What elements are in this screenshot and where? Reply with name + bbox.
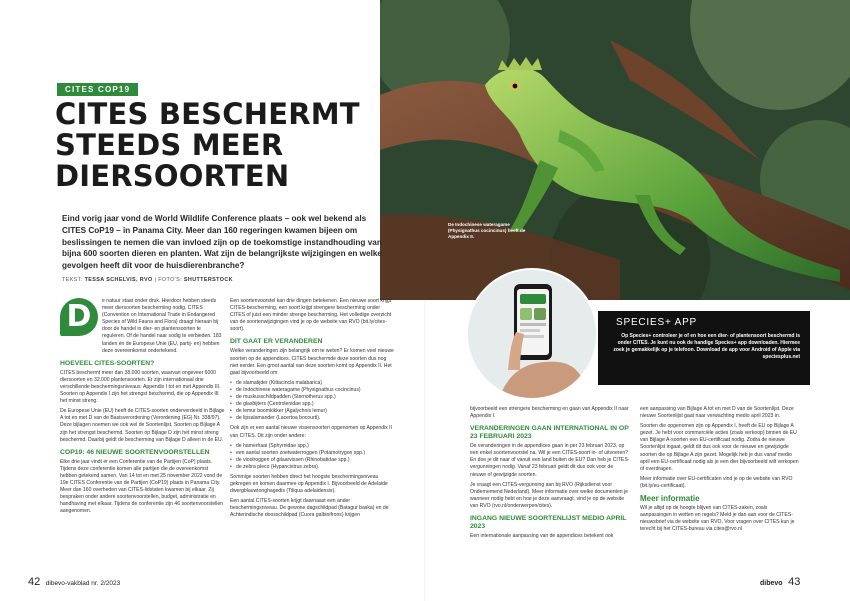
magazine-issue: dibevo-vakblad nr. 2/2023 <box>45 580 121 587</box>
paragraph: Soorten die opgenomen zijn op Appendix I, heeft de EU op Bijlage A gezet. Je hebt voor commerciële acties (zoals verkoop) binnen de EU van Bijlage A-soorten een EU-certificaat nodig. Zodra de nieuwe Soortenlijst ingaat, geldt dit dus ook voor de nieuwe en gewijzigde soorten die op Bijlage A zijn gezet. Mogelijk heb je dus vanaf medio april een EU-certificaat nodig als je een dier bijvoorbeeld wilt verkopen of overdragen. <box>640 423 799 472</box>
article-intro: Eind vorig jaar vond de World Wildlife Conference plaats – ook wel bekend als CITES CoP19 – in Panama City. Meer dan 160 regeringen kwamen bijeen om beslissingen te nemen die van invloed zijn op de toekomstige instandhouding van bijna 600 soorten dieren en planten. Wat zijn de belangrijkste wijzigingen en welke gevolgen heeft dit voor de huisdierenbranche? <box>62 214 382 271</box>
species-list-2 <box>230 443 395 471</box>
list-item: • de lipsalamander (Lacertoa bocourti). <box>230 415 395 422</box>
magazine-brand: dibevo <box>760 580 783 587</box>
paragraph: een aanpassing van Bijlage A tot en met D van de Soortenlijst. Deze nieuwe Soortenlijst gaat naar verwachting medio april 2023 in. <box>640 406 794 420</box>
species-list-1 <box>230 380 395 423</box>
subheading: HOEVEEL CITES-SOORTEN? <box>60 359 155 367</box>
paragraph: Wil je altijd op de hoogte blijven van CITES-zaken, zoals aanpassingen in wetten en regels? Meld je dan aan voor de CITES-nieuwsbrief via de website van RVO. Voor vragen over CITES kun je terecht bij het CITES-bureau via cites@rvo.nl <box>640 505 795 533</box>
list-item: • de slamatijder (Kittacincla malabarica) <box>230 380 395 387</box>
list-item: • de lemur boomkikker (Agalychnis lemur) <box>230 408 395 415</box>
title-line-2: STEEDS MEER <box>55 128 284 162</box>
phone-in-hand-icon <box>468 270 598 400</box>
article-credits: TEKST: TESSA SCHELVIS, RVO | FOTO'S: SHUTTERSTOCK <box>62 277 233 283</box>
page-number-left: 42 <box>28 576 41 588</box>
credit-photo-value: SHUTTERSTOCK <box>183 277 233 283</box>
infobox-text: Op Species+ controleer je of en hoe een dier- of plantensoort beschermd is onder CITES. Je kunt nu ook de handige Species+ app downloaden. Hiermee zoek je gemakkelijk op je telefoon. Download de app voor Android of Apple via speciesplus.net <box>613 333 800 360</box>
paragraph: Sommige soorten hebben direct het hoogste beschermingsniveau gekregen en komen daarmee op Appendix I. Bijvoorbeeld de Adelaide dwergblauwtonghagedis (Tiliqua adelaidensis). <box>230 473 388 495</box>
paragraph: CITES beschermt meer dan 38.000 soorten, waarvan ongeveer 6000 diersoorten en 32.000 plantensoorten. Er zijn internationaal drie verschillende beschermingsniveaus: Appendix I tot en met Appendix III. Soorten op Appendix I zijn het strengst beschermd, die op Appendix III het minst streng. <box>60 369 221 405</box>
paragraph: Je vraagt een CITES-vergunning aan bij RVO (Rijksdienst voor Ondernemend Nederland). Meer informatie over welke documenten je wanneer nodig hebt en hoe je deze aanvraagt, vind je op de website van RVO (rvo.nl/onderwerpen/cites). <box>470 481 628 509</box>
subheading: VERANDERINGEN GAAN INTERNATIONAL IN OP 23 FEBRUARI 2023 <box>470 425 629 441</box>
list-item: • een aantal soorten zoetwaterroggen (Potamotrygon spp.) <box>230 450 395 457</box>
credit-text-label: TEKST: <box>62 277 83 283</box>
paragraph: bijvoorbeeld een strengere bescherming en gaan van Appendix II naar Appendix I. <box>470 406 629 420</box>
paragraph: Elke drie jaar vindt er een Conferentie van de Partijen (CoP) plaats. Tijdens deze conferentie komen alle partijen die de overeenkomst hebben getekend samen. Van 14 tot en met 25 november 2022 vond de 19e CITES Conferentie van de Partijen (CoP19) plaats in Panama City. Meer dan 160 overheden van CITES-lidstaten kwamen bij elkaar. Zij bespraken onder andere soortenvoorstellen, budget, administratie en handhaving met elkaar. Tijdens de conferentie zijn 46 soortenvoorstellen aangenomen. <box>60 458 224 515</box>
lizard-illustration <box>380 0 850 300</box>
infobox-title: SPECIES+ APP <box>616 317 698 328</box>
hero-photo-lizard <box>380 0 850 300</box>
paragraph: De Europese Unie (EU) heeft de CITES-soorten onderverdeeld in Bijlage A tot en met D van de Basisverordening (Verordening (EG) Nr. 338/97). Deze bijlagen noemen we ook wel de Soortenlijst. Soorten op Bijlage A zijn het strengst beschermd. Soorten op Bijlage D zijn het minst streng beschermd. Daarbij geldt de bescherming van Bijlage D alleen in de EU. <box>60 408 225 443</box>
section-tag: CITES COP19 <box>57 83 138 96</box>
paragraph: Een aantal CITES-soorten krijgt daarnaast een ander beschermingsniveau. De gewone dagschildpad (Batagur baska) en de Achterindische doosschildpad (Cuora galbinifrons) krijgen <box>230 498 389 519</box>
list-item: • de hamerhaai (Sphyrnidae spp.) <box>230 443 395 450</box>
article-title <box>55 99 375 192</box>
app-phone-image <box>466 268 598 400</box>
paragraph: De veranderingen in de appendices gaan in per 23 februari 2023, op een enkel soortenvoorstel na. Wil je een CITES-soort in- of uitvoeren? En doe je dit naar of vanuit een land buiten de EU? Dan heb je CITES-vergunningen nodig. Vanaf 23 februari geldt dit dus ook voor de nieuwe of gewijzigde soorten. <box>470 443 630 478</box>
subheading: DIT GAAT ER VERANDEREN <box>230 338 323 346</box>
subheading: Meer informatie <box>640 494 700 504</box>
list-item: • de Indochinese wateragame (Physignathus cocincinus) <box>230 387 395 394</box>
paragraph: Een internationale aanpassing van de appendices betekent ook <box>470 533 614 540</box>
paragraph: Ook zijn er een aantal nieuwe vissensoorten opgenomen op Appendix II van CITES. Dit zijn onder andere: <box>230 425 392 439</box>
paragraph: Meer informatie over EU-certificaten vind je op de website van RVO (bit.ly/eu-certificaat). <box>640 475 793 489</box>
title-line-3: DIERSOORTEN <box>55 159 290 193</box>
photo-caption: De Indochinese wateragame (Physignathus cocincinus) heeft de Appendix II. <box>448 222 526 239</box>
paragraph: e natuur staat onder druk. Hierdoor hebben steeds meer diersoorten bescherming nodig. CITES (Convention on International Trade in Endangered Species of Wild Fauna and Flora) draagt hieraan bij door de handel in dier- en plantensoorten te reguleren. Of de handel naar sodig te verbieden. 183 landen én de Europese Unie (EU, partij- en) hebben deze overeenkomst ondertekend. <box>102 298 222 354</box>
paragraph: Welke veranderingen zijn belangrijk om te weten? Er komen veel nieuwe soorten op de appendices. CITES beschermde deze soorten dus nog niet eerder. Een groot aantal van deze soorten komt op Appendix II. Het gaat bijvoorbeeld om: <box>230 348 394 376</box>
list-item: • de vioolroggen of gitaarvissen (Rhinobatidae spp.) <box>230 457 395 464</box>
subheading: COP19: 46 NIEUWE SOORTENVOORSTELLEN <box>60 448 210 456</box>
folio-left <box>28 576 120 588</box>
article-column-1 <box>60 298 225 518</box>
article-column-3 <box>470 406 630 543</box>
credit-text-value: TESSA SCHELVIS, RVO <box>84 277 153 283</box>
list-item: • de zebra pleco (Hypancistrus zebra). <box>230 464 395 471</box>
article-column-4 <box>640 406 800 536</box>
title-line-1: CITES BESCHERMT <box>55 97 360 131</box>
credit-photo-label: FOTO'S: <box>158 277 182 283</box>
list-item: • de muskusschildpadden (Sternotherus spp.) <box>230 394 395 401</box>
drop-cap: D <box>60 298 98 336</box>
subheading: INGANG NIEUWE SOORTENLIJST MEDIO APRIL 2023 <box>470 515 627 531</box>
page-number-right: 43 <box>788 576 801 588</box>
list-item: • de glasbijters (Centrolenidae spp.) <box>230 401 395 408</box>
paragraph: Een soortenvoorstel kan drie dingen betekenen. Een nieuwe soort krijgt CITES-bescherming, een soort krijgt strengere bescherming onder CITES of juist een minder strenge bescherming. Het volledige overzicht van de soortenwijzigingen vind je op de website van RVO (bit.ly/cites-soort). <box>230 298 392 333</box>
folio-right <box>760 576 800 588</box>
species-plus-infobox <box>598 311 810 385</box>
article-column-2 <box>230 298 395 523</box>
